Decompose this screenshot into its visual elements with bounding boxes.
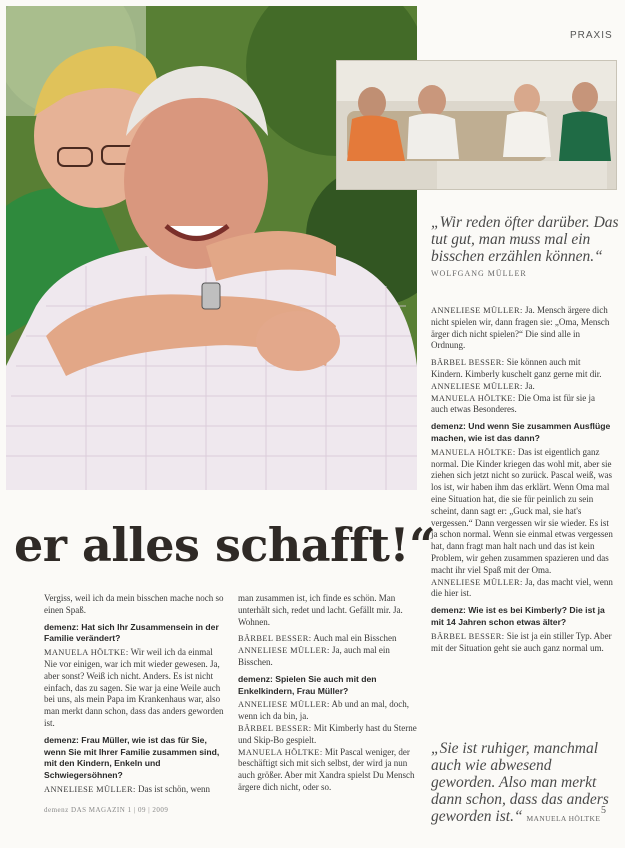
paragraph: Vergiss, weil ich da mein bisschen mache noch so einen Spaß. <box>44 593 224 615</box>
interview-question: demenz: Frau Müller, wie ist das für Sie, wenn Sie mit Ihrer Familie zusammen sind, mit den Kindern, Enkeln und Schwiegersöhnen? <box>44 734 220 781</box>
text-column-right <box>431 305 613 659</box>
page-number: 5 <box>601 805 606 816</box>
interview-question: demenz: Hat sich Ihr Zusammensein in der Familie verändert? <box>44 621 219 644</box>
pull-quote-top: „Wir reden öfter darüber. Das tut gut, man muss mal ein bisschen erzählen können.“ <box>431 214 619 265</box>
paragraph-text: Mit Kimberly hast du Sterne und Skip-Bo gespielt. <box>238 722 417 745</box>
speaker-name: MANUELA HÖLTKE: <box>238 747 323 757</box>
paragraph <box>431 631 613 655</box>
section-label: PRAXIS <box>570 30 613 41</box>
paragraph-text: Ja, das macht viel, wenn die hier ist. <box>431 576 613 599</box>
paragraph <box>238 633 420 668</box>
paragraph <box>431 447 613 600</box>
headline: er alles schafft!“ <box>14 518 436 572</box>
speaker-name: ANNELIESE MÜLLER: <box>431 381 523 391</box>
paragraph-text: Das ist schön, wenn <box>137 783 210 794</box>
speaker-name: MANUELA HÖLTKE: <box>431 447 516 457</box>
pull-quote-bottom-author: MANUELA HÖLTKE <box>526 814 601 823</box>
paragraph-text: Mit Pascal weniger, der beschäftigt sich mit sich selbst, der wird ja nun auch größer. Aber mit Xandra spielst Du Mensch ärgere dich nicht, oder so. <box>238 746 415 792</box>
speaker-name: BÄRBEL BESSER: <box>238 723 312 733</box>
paragraph: man zusammen ist, ich finde es schön. Man unterhält sich, redet und lacht. Gefällt mir. Ja. Wohnen. <box>238 593 403 627</box>
paragraph-text: Ab und an mal, doch, wenn ich da bin, ja. <box>238 699 409 722</box>
text-column-left <box>44 593 226 801</box>
pull-quote-bottom-text: „Sie ist ruhiger, manchmal auch wie abwesend geworden. Also man merkt dann schon, dass das anders geworden ist.“ <box>431 740 609 825</box>
pull-quote-top-author: WOLFGANG MÜLLER <box>431 269 527 278</box>
speaker-name: ANNELIESE MÜLLER: <box>431 577 523 587</box>
footer-publication: demenz DAS MAGAZIN 1 | 09 | 2009 <box>44 806 169 814</box>
speaker-name: MANUELA HÖLTKE: <box>44 648 129 658</box>
paragraph-text: Sie ist ja ein stiller Typ. Aber mit der Situation geht sie auch ganz normal um. <box>431 630 612 653</box>
paragraph-text: Die Oma ist für sie ja auch etwas Besonderes. <box>431 392 596 415</box>
paragraph <box>238 699 420 793</box>
paragraph-text: Wir weil ich da einmal Nie vor einigen, war ich mit wieder gewesen. Ja, aber sonst? Weiß ich nicht. Anders. Es ist nicht einfach, das zu sagen. Sie war ja eine Weile auch bei uns, als mein Papa im Krankenhaus war, also man merkt dann schon, dass das anders geworden ist. <box>44 647 224 728</box>
inset-photo-family-sofa <box>336 60 617 190</box>
paragraph-text: Ja. Mensch ärgere dich nicht spielen wir, dann fragen sie: „Oma, Mensch ärger dich nicht spielen?“ Die sind alle in Ordnung. <box>431 305 610 351</box>
paragraph-text: Sie können auch mit Kindern. Kimberly kuschelt ganz gerne mit dir. <box>431 357 602 379</box>
paragraph-text: Ja. <box>524 380 535 391</box>
speaker-name: ANNELIESE MÜLLER: <box>431 306 523 315</box>
speaker-name: ANNELIESE MÜLLER: <box>44 784 136 794</box>
paragraph <box>44 784 226 796</box>
speaker-name: BÄRBEL BESSER: <box>238 634 312 644</box>
paragraph <box>431 305 613 352</box>
text-column-middle <box>238 593 420 799</box>
photo-family-living-room <box>337 61 616 189</box>
interview-question: demenz: Wie ist es bei Kimberly? Die ist ja mit 14 Jahren schon etwas älter? <box>431 605 605 627</box>
speaker-name: BÄRBEL BESSER: <box>431 358 505 368</box>
speaker-name: MANUELA HÖLTKE: <box>431 393 516 403</box>
pull-quote-bottom <box>431 740 617 827</box>
speaker-name: ANNELIESE MÜLLER: <box>238 646 330 656</box>
interview-question: demenz: Und wenn Sie zusammen Ausflüge machen, wie ist das dann? <box>431 421 611 443</box>
paragraph-text: Das ist eigentlich ganz normal. Die Kinder kriegen das wohl mit, aber sie ziehen sich jetzt nicht so zurück. Pascal weiß, was los ist, wir haben ihm das erklärt. Wenn Oma mal eine Situation hat, die sie für peinlich zu sein scheint, dann sagt er: „Guck mal, sie hat's vergessen.“ Dann vergessen wir sie wieder. Es ist ja schon normal. Wenn sie einmal etwas vergessen hat, dann fragt man halt nach und das ist kein Problem, wir gehen zusammen spazieren und das macht ihr viel Spaß mit der Oma. <box>431 446 613 575</box>
interview-question: demenz: Spielen Sie auch mit den Enkelkindern, Frau Müller? <box>238 673 377 696</box>
speaker-name: BÄRBEL BESSER: <box>431 631 505 641</box>
paragraph <box>431 357 613 416</box>
speaker-name: ANNELIESE MÜLLER: <box>238 700 330 710</box>
paragraph <box>44 647 226 730</box>
paragraph-text: Ja, auch mal ein Bisschen. <box>238 645 390 667</box>
paragraph-text: Auch mal ein Bisschen <box>313 633 397 644</box>
